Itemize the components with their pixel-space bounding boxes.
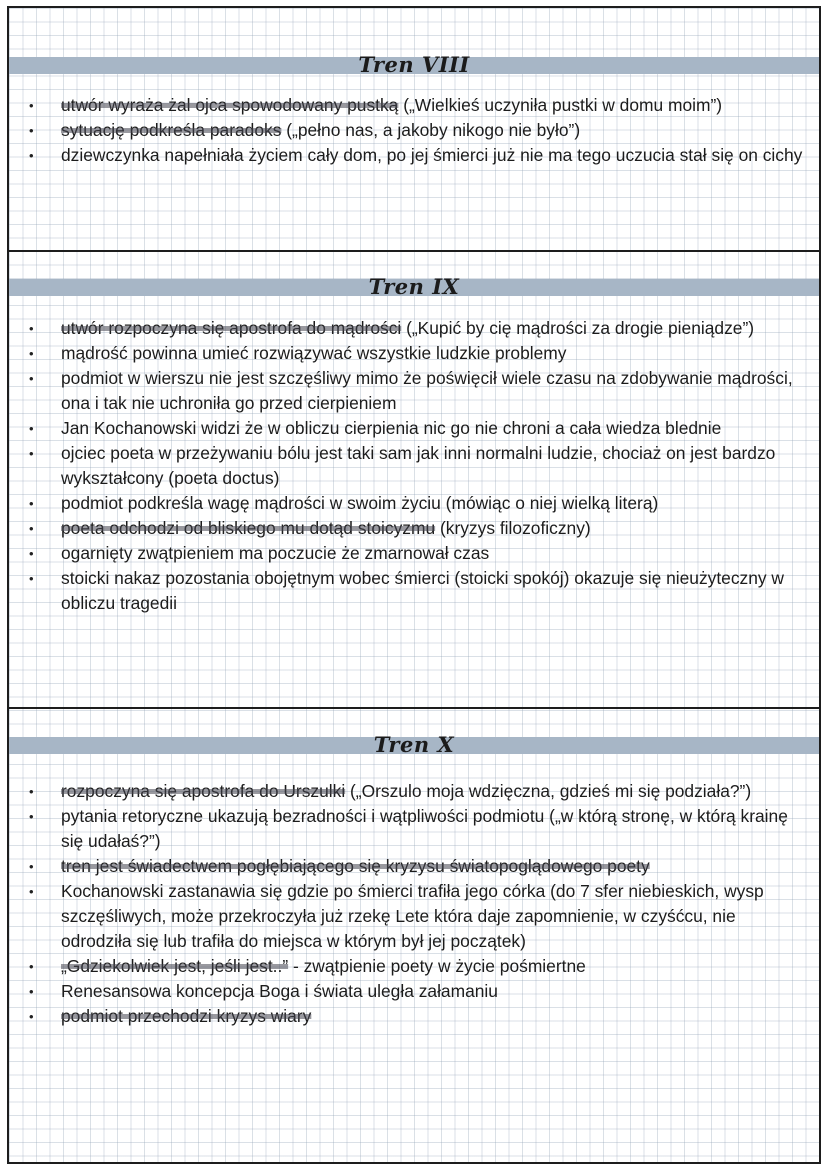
bullet-list	[9, 779, 809, 1029]
list-item: • sytuację podkreśla paradoks („pełno nas, a jakoby nikogo nie było”)	[9, 118, 809, 143]
section-title: Tren VIII	[358, 52, 470, 77]
bullet-list	[9, 93, 809, 168]
list-item: • podmiot przechodzi kryzys wiary	[9, 1004, 809, 1029]
list-item: • pytania retoryczne ukazują bezradności i wątpliwości podmiotu („w którą stronę, w którą krainę się udałaś?”)	[9, 804, 809, 854]
notes-page	[7, 6, 821, 1164]
list-item: • Renesansowa koncepcja Boga i świata uległa załamaniu	[9, 979, 809, 1004]
list-item: • Kochanowski zastanawia się gdzie po śmierci trafiła jego córka (do 7 sfer niebieskich, wysp szczęśliwych, może przekroczyła już rzekę Lete która daje zapomnienie, w czyśćcu, nie odrodziła się lub trafiła do miejsca w którym był jej początek)	[9, 879, 809, 954]
section-tren-viii	[9, 8, 819, 252]
section-title: Tren X	[373, 732, 455, 757]
section-title: Tren IX	[368, 274, 460, 299]
list-item: • podmiot w wierszu nie jest szczęśliwy mimo że poświęcił wiele czasu na zdobywanie mądrości, ona i tak nie uchroniła go przed cierpieniem	[9, 366, 809, 416]
list-item: • poeta odchodzi od bliskiego mu dotąd stoicyzmu (kryzys filozoficzny)	[9, 516, 809, 541]
list-item: • mądrość powinna umieć rozwiązywać wszystkie ludzkie problemy	[9, 341, 809, 366]
list-item: • dziewczynka napełniała życiem cały dom, po jej śmierci już nie ma tego uczucia stał się on cichy	[9, 143, 809, 168]
list-item: • „Gdziekolwiek jest, jeśli jest..” - zwątpienie poety w życie pośmiertne	[9, 954, 809, 979]
list-item: • utwór rozpoczyna się apostrofa do mądrości („Kupić by cię mądrości za drogie pieniądze”)	[9, 316, 809, 341]
list-item: • Jan Kochanowski widzi że w obliczu cierpienia nic go nie chroni a cała wiedza blednie	[9, 416, 809, 441]
list-item: • stoicki nakaz pozostania obojętnym wobec śmierci (stoicki spokój) okazuje się nieużyteczny w obliczu tragedii	[9, 566, 809, 616]
list-item: • podmiot podkreśla wagę mądrości w swoim życiu (mówiąc o niej wielką literą)	[9, 491, 809, 516]
list-item: • tren jest świadectwem pogłębiającego się kryzysu światopoglądowego poety	[9, 854, 809, 879]
list-item: • utwór wyraża żal ojca spowodowany pustką („Wielkieś uczyniła pustki w domu moim”)	[9, 93, 809, 118]
bullet-list	[9, 316, 809, 616]
list-item: • rozpoczyna się apostrofa do Urszulki („Orszulo moja wdzięczna, gdzieś mi się podziała?”)	[9, 779, 809, 804]
section-tren-ix	[9, 252, 819, 709]
list-item: • ojciec poeta w przeżywaniu bólu jest taki sam jak inni normalni ludzie, chociaż on jest bardzo wykształcony (poeta doctus)	[9, 441, 809, 491]
list-item: • ogarnięty zwątpieniem ma poczucie że zmarnował czas	[9, 541, 809, 566]
section-tren-x	[9, 709, 819, 1164]
